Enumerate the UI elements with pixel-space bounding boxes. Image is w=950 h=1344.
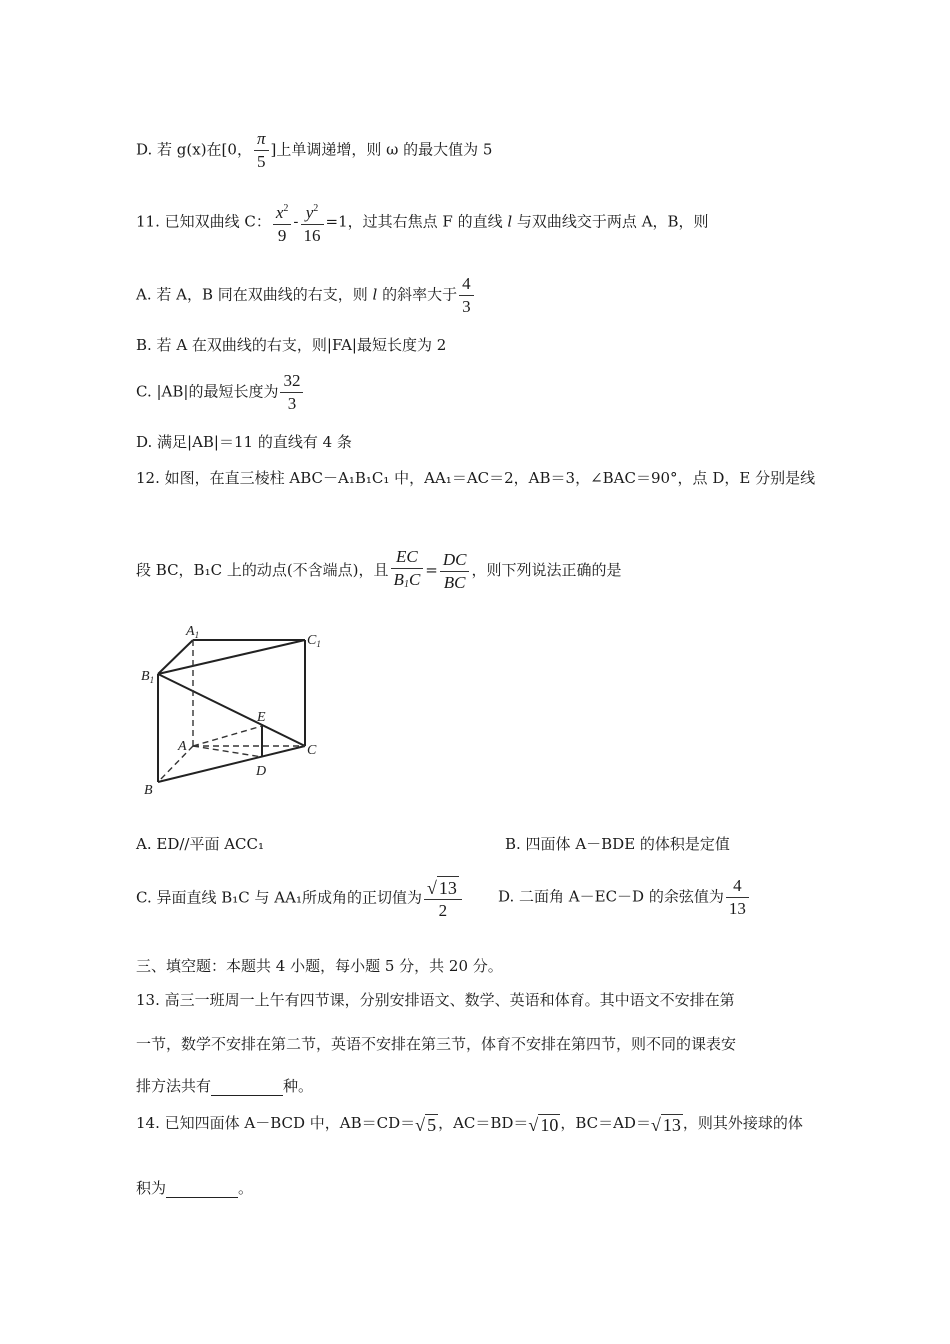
q12-stem-line2: 段 BC，B₁C 上的动点(不含端点)，且 $\frac{EC}{B_1C}$ = $\frac{DC}{BC}$ ，则下列说法正确的是	[136, 546, 622, 596]
q11-frac-y: $\frac{y^2}{16}$	[301, 198, 324, 247]
label-a1: $A_1$	[186, 624, 200, 640]
label-c: C	[307, 743, 317, 758]
label-b1: $B_1$	[141, 669, 155, 685]
q11-c-fraction: $\frac{32}{3}$	[280, 370, 303, 415]
edge-b1-c1	[158, 640, 305, 674]
label-d: D	[256, 764, 267, 779]
segment-a-e	[193, 726, 262, 746]
q11-option-a: A. 若 A，B 同在双曲线的右支，则 l 的斜率大于 $\frac{4}{3}$	[136, 273, 476, 318]
label-e: E	[257, 710, 266, 725]
q10-d-suffix: ]上单调递增，则 ω 的最大值为 5	[270, 140, 493, 159]
q14-line2: 积为 。	[136, 1179, 254, 1197]
q13-line2: 一节，数学不安排在第二节，英语不安排在第三节，体育不安排在第四节，则不同的课表安	[136, 1035, 737, 1053]
q12-c-fraction: $\frac{√ 13}{2}$	[424, 875, 462, 922]
q10-d-fraction: $\frac{\pi}{5}$	[254, 128, 269, 173]
q10-d-prefix: D. 若 g(x)在[0，	[136, 140, 252, 159]
q12-frac-ec: $\frac{EC}{B_1C}$	[391, 546, 424, 596]
label-a: A	[178, 739, 187, 754]
edge-b1-c	[158, 674, 305, 746]
q11-frac-x: $\frac{x^2}{9}$	[273, 198, 292, 247]
section-heading: 三、填空题：本题共 4 小题，每小题 5 分，共 20 分。	[136, 957, 503, 975]
q13-line3: 排方法共有 种。	[136, 1077, 314, 1095]
sqrt-13: √ 13	[650, 1114, 681, 1135]
q12-option-d: D. 二面角 A－EC－D 的余弦值为 $\frac{4}{13}$	[498, 875, 751, 920]
label-c1: $C_1$	[307, 633, 321, 649]
prism-figure	[136, 620, 336, 800]
q12-option-a: A. ED//平面 ACC₁	[136, 835, 265, 853]
q11-option-c: C. |AB|的最短长度为 $\frac{32}{3}$	[136, 370, 305, 415]
q11-a-fraction: $\frac{4}{3}$	[459, 273, 474, 318]
q12-stem-line1: 12. 如图，在直三棱柱 ABC－A₁B₁C₁ 中，AA₁＝AC＝2，AB＝3，∠BAC＝90°，点 D，E 分别是线	[136, 469, 816, 487]
edge-a-b	[158, 746, 193, 782]
edge-b1-a1	[158, 640, 193, 674]
q11-option-b: B. 若 A 在双曲线的右支，则|FA|最短长度为 2	[136, 336, 447, 354]
q11-option-d: D. 满足|AB|＝11 的直线有 4 条	[136, 433, 352, 451]
q12-d-fraction: $\frac{4}{13}$	[726, 875, 749, 920]
q12-option-c: C. 异面直线 B₁C 与 AA₁所成角的正切值为 $\frac{√ 13}{2}$	[136, 875, 464, 922]
sqrt-5: √ 5	[415, 1114, 437, 1135]
q12-frac-dc: $\frac{DC}{BC}$	[440, 549, 470, 594]
q11-stem: 11. 已知双曲线 C： $\frac{x^2}{9}$ - $\frac{y^2}{16}$ =1，过其右焦点 F 的直线 l 与双曲线交于两点 A，B，则	[136, 198, 709, 247]
q14-line1: 14. 已知四面体 A－BCD 中，AB＝CD＝√ 5 ，AC＝BD＝√ 10 ，BC＝AD＝√ 13 ，则其外接球的体	[136, 1114, 803, 1135]
q13-line1: 13. 高三一班周一上午有四节课，分别安排语文、数学、英语和体育。其中语文不安排在第	[136, 991, 735, 1009]
segment-a-d	[193, 746, 262, 757]
q13-answer-blank[interactable]	[211, 1079, 283, 1096]
q10-option-d	[136, 128, 492, 173]
q12-option-b: B. 四面体 A－BDE 的体积是定值	[505, 835, 730, 853]
label-b: B	[144, 783, 153, 798]
sqrt-10: √ 10	[528, 1114, 559, 1135]
q14-answer-blank[interactable]	[166, 1181, 238, 1198]
